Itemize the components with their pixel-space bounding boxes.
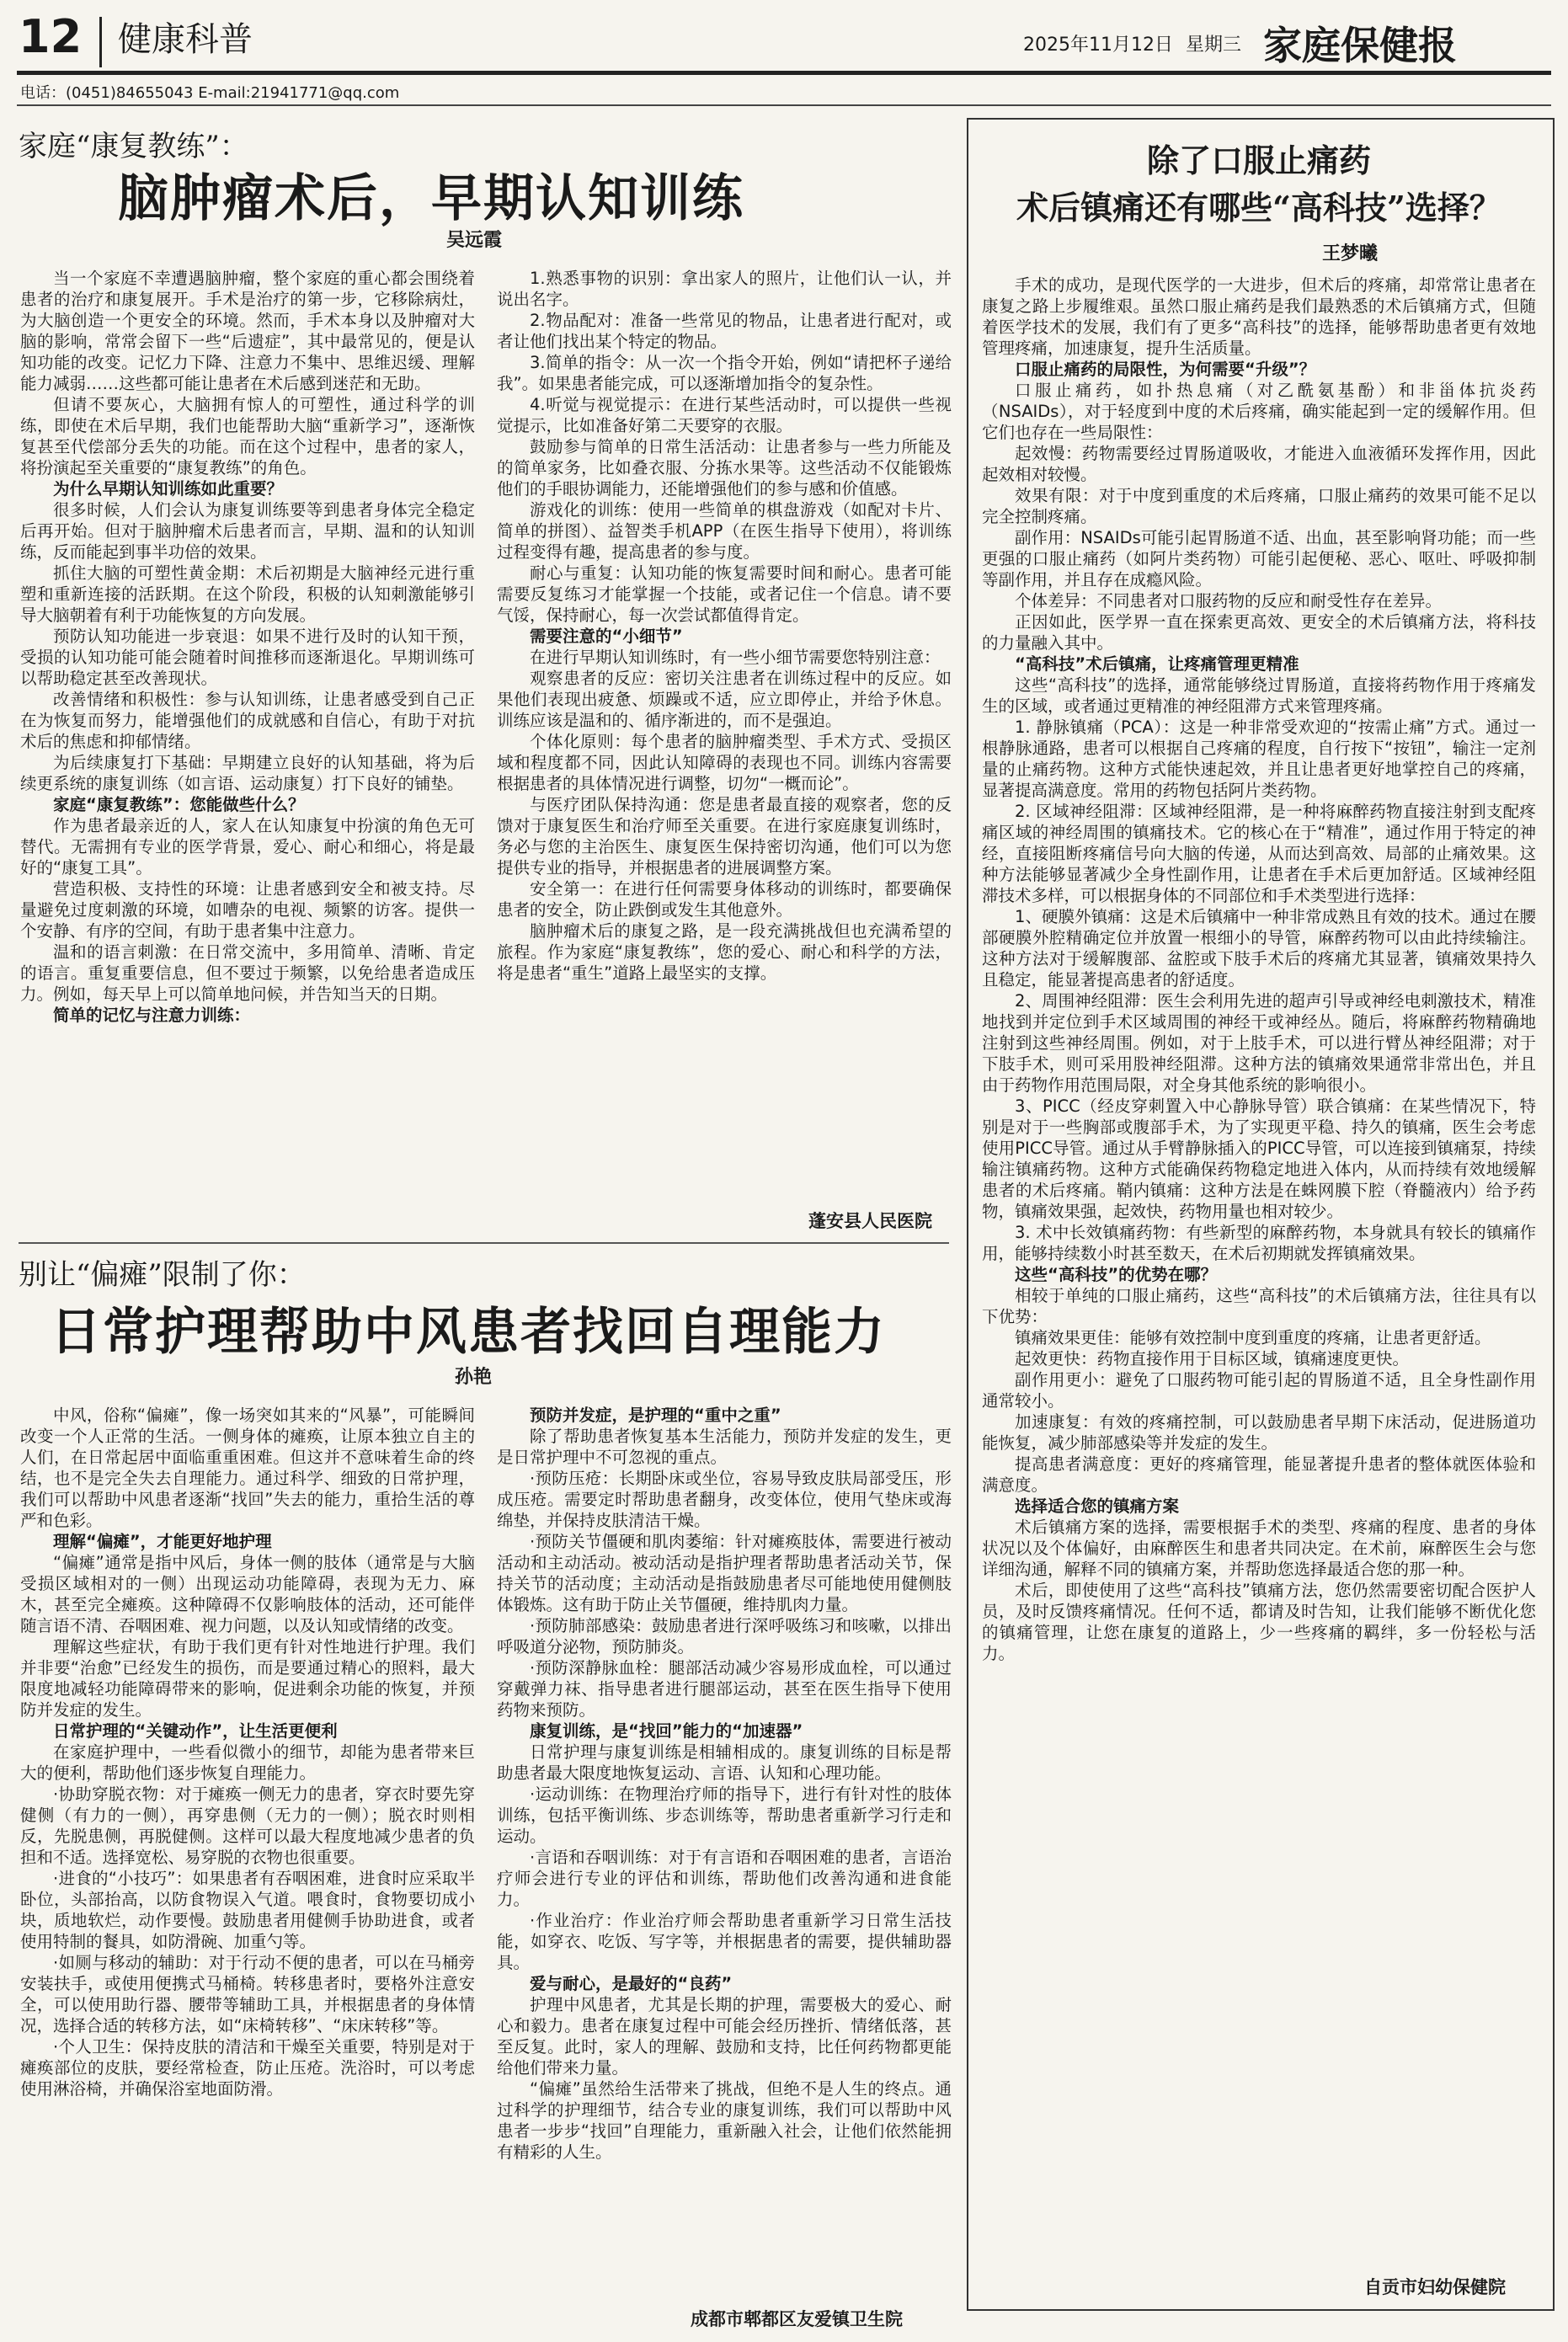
paragraph: 但请不要灰心，大脑拥有惊人的可塑性，通过科学的训练，即使在术后早期，我们也能帮助大脑“重新学习”，逐渐恢复甚至代偿部分丢失的功能。而在这个过程中，患者的家人，将扮演起至关重要的“康复教练”的角色。 — [20, 395, 475, 477]
article2-source: 成都市郫都区友爱镇卫生院 — [691, 2309, 903, 2329]
section-title: 健康科普 — [118, 20, 253, 59]
paragraph: 个体化原则：每个患者的脑肿瘤类型、手术方式、受损区域和程度都不同，因此认知障碍的表现也不同。训练内容需要根据患者的具体情况进行调整，切勿“一概而论”。 — [497, 732, 952, 793]
paragraph: 术后，即使使用了这些“高科技”镇痛方法，您仍然需要密切配合医护人员，及时反馈疼痛情况。任何不适，都请及时告知，让我们能够不断优化您的镇痛管理，让您在康复的道路上，少一些疼痛的羁绊，多一份轻松与活力。 — [982, 1581, 1536, 1663]
article2-column-1 — [20, 1405, 475, 2323]
paragraph: ·运动训练：在物理治疗师的指导下，进行有针对性的肢体训练，包括平衡训练、步态训练等，帮助患者重新学习行走和运动。 — [497, 1785, 952, 1846]
article3-author: 王梦曦 — [1322, 243, 1379, 264]
paragraph: 中风，俗称“偏瘫”，像一场突如其来的“风暴”，可能瞬间改变一个人正常的生活。一侧身体的瘫痪，让原本独立自主的人们，在日常起居中面临重重困难。但这并不意味着生命的终结，也不是完全失去自理能力。通过科学、细致的日常护理，我们可以帮助中风患者逐渐“找回”失去的能力，重拾生活的尊严和色彩。 — [20, 1406, 475, 1530]
article-divider — [19, 1242, 949, 1244]
article2-title: 日常护理帮助中风患者找回自理能力 — [51, 1303, 886, 1362]
paragraph: 温和的语言刺激：在日常交流中，多用简单、清晰、肯定的语言。重复重要信息，但不要过于频繁，以免给患者造成压力。例如，每天早上可以简单地问候，并告知当天的日期。 — [20, 942, 475, 1004]
subheading: 日常护理的“关键动作”，让生活更便利 — [53, 1721, 338, 1741]
subheading: 康复训练，是“找回”能力的“加速器” — [530, 1721, 803, 1741]
paragraph: 作为患者最亲近的人，家人在认知康复中扮演的角色无可替代。无需拥有专业的医学背景，爱心、耐心和细心，将是最好的“康复工具”。 — [20, 816, 475, 878]
article3-title-line1: 除了口服止痛药 — [1146, 141, 1371, 179]
article1-source: 蓬安县人民医院 — [808, 1211, 932, 1231]
paragraph: 起效慢：药物需要经过胃肠道吸收，才能进入血液循环发挥作用，因此起效相对较慢。 — [982, 444, 1536, 484]
issue-date — [1023, 30, 1241, 56]
paragraph: ·预防关节僵硬和肌肉萎缩：针对瘫痪肢体，需要进行被动活动和主动活动。被动活动是指护理者帮助患者活动关节，保持关节的活动度；主动活动是指鼓励患者尽可能地使用健侧肢体锻炼。这有助于防止关节僵硬，维持肌肉力量。 — [497, 1532, 952, 1614]
paragraph: 提高患者满意度：更好的疼痛管理，能显著提升患者的整体就医体验和满意度。 — [982, 1454, 1536, 1495]
paragraph: 副作用更小：避免了口服药物可能引起的胃肠道不适，且全身性副作用通常较小。 — [982, 1370, 1536, 1411]
article1-kicker: 家庭“康复教练”： — [19, 130, 248, 163]
subheading: 选择适合您的镇痛方案 — [1015, 1496, 1180, 1516]
article3-body — [982, 275, 1536, 2279]
article1-title: 脑肿瘤术后，早期认知训练 — [118, 169, 744, 228]
subheading: 家庭“康复教练”：您能做些什么？ — [53, 795, 305, 814]
paragraph: 术后镇痛方案的选择，需要根据手术的类型、疼痛的程度、患者的身体状况以及个体偏好，由麻醉医生和患者共同决定。在术前，麻醉医生会与您详细沟通，解释不同的镇痛方案，并帮助您选择最适合您的那一种。 — [982, 1518, 1536, 1579]
article2-kicker: 别让“偏瘫”限制了你： — [19, 1258, 306, 1292]
paragraph: 营造积极、支持性的环境：让患者感到安全和被支持。尽量避免过度刺激的环境，如嘈杂的电视、频繁的访客。提供一个安静、有序的空间，有助于患者集中注意力。 — [20, 879, 475, 941]
paragraph: ·预防肺部感染：鼓励患者进行深呼吸练习和咳嗽，以排出呼吸道分泌物，预防肺炎。 — [497, 1616, 952, 1656]
subheading: 口服止痛药的局限性，为何需要“升级”？ — [1015, 360, 1316, 379]
paragraph: 与医疗团队保持沟通：您是患者最直接的观察者，您的反馈对于康复医生和治疗师至关重要。在进行家庭康复训练时，务必与您的主治医生、康复医生保持密切沟通，他们可以为您提供专业的指导，并根据患者的进展调整方案。 — [497, 795, 952, 878]
paragraph: 2、周围神经阻滞：医生会利用先进的超声引导或神经电刺激技术，精准地找到并定位到手术区域周围的神经干或神经丛。随后，将麻醉药物精确地注射到这些神经周围。例如，对于上肢手术，可以进行臂丛神经阻滞；对于下肢手术，则可采用股神经阻滞。这种方法的镇痛效果通常非常出色，并且由于药物作用范围局限，对全身其他系统的影响很小。 — [982, 991, 1536, 1095]
paragraph: 在家庭护理中，一些看似微小的细节，却能为患者带来巨大的便利，帮助他们逐步恢复自理能力。 — [20, 1742, 475, 1783]
paragraph: 护理中风患者，尤其是长期的护理，需要极大的爱心、耐心和毅力。患者在康复过程中可能会经历挫折、情绪低落，甚至反复。此时，家人的理解、鼓励和支持，比任何药物都更能给他们带来力量。 — [497, 1995, 952, 2078]
paragraph: 这些“高科技”的选择，通常能够绕过胃肠道，直接将药物作用于疼痛发生的区域，或者通过更精准的神经阻滞方式来管理疼痛。 — [982, 675, 1536, 716]
paragraph: 2.物品配对：准备一些常见的物品，让患者进行配对，或者让他们找出某个特定的物品。 — [497, 311, 952, 351]
paragraph: 3、PICC（经皮穿刺置入中心静脉导管）联合镇痛：在某些情况下，特别是对于一些胸部或腹部手术，为了实现更平稳、持久的镇痛，医生会考虑使用PICC导管。通过从手臂静脉插入的PICC导管，可以连接到镇痛泵，持续输注镇痛药物。这种方式能确保药物稳定地进入体内，从而持续有效地缓解患者的术后疼痛。鞘内镇痛：这种方法是在蛛网膜下腔（脊髓液内）给予药物，镇痛效果强，起效快，药物用量也相对较少。 — [982, 1096, 1536, 1221]
subheading: 为什么早期认知训练如此重要？ — [53, 479, 284, 499]
article1-column-1 — [20, 268, 475, 1228]
paragraph: ·言语和吞咽训练：对于有言语和吞咽困难的患者，言语治疗师会进行专业的评估和训练，帮助他们改善沟通和进食能力。 — [497, 1848, 952, 1909]
paragraph: 观察患者的反应：密切关注患者在训练过程中的反应。如果他们表现出疲惫、烦躁或不适，应立即停止，并给予休息。训练应该是温和的、循序渐进的，而不是强迫。 — [497, 669, 952, 730]
paper-name: 家庭保健报 — [1263, 23, 1457, 68]
paragraph: ·预防深静脉血栓：腿部活动减少容易形成血栓，可以通过穿戴弹力袜、指导患者进行腿部运动，甚至在医生指导下使用药物来预防。 — [497, 1658, 952, 1720]
page-number: 12 — [19, 10, 83, 63]
paragraph: 预防认知功能进一步衰退：如果不进行及时的认知干预，受损的认知功能可能会随着时间推移而逐渐退化。早期训练可以帮助稳定甚至改善现状。 — [20, 627, 475, 688]
paragraph: 2. 区域神经阻滞：区域神经阻滞，是一种将麻醉药物直接注射到支配疼痛区域的神经周围的镇痛技术。它的核心在于“精准”，通过作用于特定的神经，直接阻断疼痛信号向大脑的传递，从而达到高效、局部的止痛效果。这种方法能够显著减少全身性副作用，让患者在手术后更加舒适。区域神经阻滞技术多样，可以根据身体的不同部位和手术类型进行选择： — [982, 802, 1536, 905]
paragraph: ·进食的“小技巧”：如果患者有吞咽困难，进食时应采取半卧位，头部抬高，以防食物误入气道。喂食时，食物要切成小块，质地软烂，动作要慢。鼓励患者用健侧手协助进食，或者使用特制的餐具，如防滑碗、加重勺等。 — [20, 1869, 475, 1951]
paragraph: 日常护理与康复训练是相辅相成的。康复训练的目标是帮助患者最大限度地恢复运动、言语、认知和心理功能。 — [497, 1742, 952, 1783]
paragraph: 1. 静脉镇痛（PCA）：这是一种非常受欢迎的“按需止痛”方式。通过一根静脉通路，患者可以根据自己疼痛的程度，自行按下“按钮”，输注一定剂量的止痛药物。这种方式能快速起效，并且让患者更好地掌控自己的疼痛，显著提高满意度。常用的药物包括阿片类药物。 — [982, 718, 1536, 800]
date-text: 2025年11月12日 — [1023, 35, 1173, 56]
paragraph: 镇痛效果更佳：能够有效控制中度到重度的疼痛，让患者更舒适。 — [1015, 1328, 1491, 1347]
article2-column-2 — [497, 1405, 952, 2297]
paragraph: 1.熟悉事物的识别：拿出家人的照片，让他们认一认，并说出名字。 — [497, 269, 952, 309]
article1-author: 吴远霞 — [446, 230, 503, 251]
weekday-text: 星期三 — [1185, 35, 1241, 56]
contact-rule — [17, 104, 1551, 106]
paragraph: 抓住大脑的可塑性黄金期：术后初期是大脑神经元进行重塑和重新连接的活跃期。在这个阶段，积极的认知刺激能够引导大脑朝着有利于功能恢复的方向发展。 — [20, 563, 475, 625]
paragraph: 很多时候，人们会认为康复训练要等到患者身体完全稳定后再开始。但对于脑肿瘤术后患者而言，早期、温和的认知训练，反而能起到事半功倍的效果。 — [20, 500, 475, 562]
paragraph: 加速康复：有效的疼痛控制，可以鼓励患者早期下床活动，促进肠道功能恢复，减少肺部感染等并发症的发生。 — [982, 1412, 1536, 1453]
paragraph: 1、硬膜外镇痛：这是术后镇痛中一种非常成熟且有效的技术。通过在腰部硬膜外腔精确定位并放置一根细小的导管，麻醉药物可以由此持续输注。这种方法对于缓解腹部、盆腔或下肢手术后的疼痛尤其显著，镇痛效果持久且稳定，能显著提高患者的舒适度。 — [982, 907, 1536, 990]
paragraph: 为后续康复打下基础：早期建立良好的认知基础，将为后续更系统的康复训练（如言语、运动康复）打下良好的铺垫。 — [20, 753, 475, 793]
paragraph: 3.简单的指令：从一次一个指令开始，例如“请把杯子递给我”。如果患者能完成，可以逐渐增加指令的复杂性。 — [497, 353, 952, 393]
article1-column-2 — [497, 268, 952, 1194]
paragraph: ·个人卫生：保持皮肤的清洁和干燥至关重要，特别是对于瘫痪部位的皮肤，要经常检查，防止压疮。洗浴时，可以考虑使用淋浴椅，并确保浴室地面防滑。 — [20, 2037, 475, 2099]
paragraph: 4.听觉与视觉提示：在进行某些活动时，可以提供一些视觉提示，比如准备好第二天要穿的衣服。 — [497, 395, 952, 435]
subheading: 爱与耐心，是最好的“良药” — [530, 1974, 733, 1993]
paragraph: ·协助穿脱衣物：对于瘫痪一侧无力的患者，穿衣时要先穿健侧（有力的一侧），再穿患侧（无力的一侧）；脱衣时则相反，先脱患侧，再脱健侧。这样可以最大程度地减少患者的负担和不适。选择宽松、易穿脱的衣物也很重要。 — [20, 1785, 475, 1867]
paragraph: 正因如此，医学界一直在探索更高效、更安全的术后镇痛方法，将科技的力量融入其中。 — [982, 612, 1536, 653]
paragraph: 在进行早期认知训练时，有一些小细节需要您特别注意： — [530, 648, 941, 667]
paragraph: 3. 术中长效镇痛药物：有些新型的麻醉药物，本身就具有较长的镇痛作用，能够持续数小时甚至数天，在术后初期就发挥镇痛效果。 — [982, 1223, 1536, 1263]
subheading: 预防并发症，是护理的“重中之重” — [530, 1406, 781, 1425]
subheading: 简单的记忆与注意力训练： — [53, 1006, 251, 1025]
paragraph: “偏瘫”虽然给生活带来了挑战，但绝不是人生的终点。通过科学的护理细节，结合专业的康复训练，我们可以帮助中风患者一步步“找回”自理能力，重新融入社会，让他们依然能拥有精彩的人生。 — [497, 2079, 952, 2162]
paragraph: 除了帮助患者恢复基本生活能力，预防并发症的发生，更是日常护理中不可忽视的重点。 — [497, 1427, 952, 1467]
subheading: “高科技”术后镇痛，让疼痛管理更精准 — [1015, 654, 1299, 674]
subheading: 需要注意的“小细节” — [530, 627, 683, 646]
paragraph: 脑肿瘤术后的康复之路，是一段充满挑战但也充满希望的旅程。作为家庭“康复教练”，您的爱心、耐心和科学的方法，将是患者“重生”道路上最坚实的支撑。 — [497, 921, 952, 983]
paragraph: “偏瘫”通常是指中风后，身体一侧的肢体（通常是与大脑受损区域相对的一侧）出现运动功能障碍，表现为无力、麻木，甚至完全瘫痪。这种障碍不仅影响肢体的活动，还可能伴随言语不清、吞咽困难、视力问题，以及认知或情绪的改变。 — [20, 1553, 475, 1635]
paragraph: 改善情绪和积极性：参与认知训练，让患者感受到自己正在为恢复而努力，能增强他们的成就感和自信心，有助于对抗术后的焦虑和抑郁情绪。 — [20, 690, 475, 751]
paragraph: 耐心与重复：认知功能的恢复需要时间和耐心。患者可能需要反复练习才能掌握一个技能，或者记住一个信息。请不要气馁，保持耐心，每一次尝试都值得肯定。 — [497, 563, 952, 625]
paragraph: 游戏化的训练：使用一些简单的棋盘游戏（如配对卡片、简单的拼图）、益智类手机APP（在医生指导下使用），将训练过程变得有趣，提高患者的参与度。 — [497, 500, 952, 562]
paragraph: 手术的成功，是现代医学的一大进步，但术后的疼痛，却常常让患者在康复之路上步履维艰。虽然口服止痛药是我们最熟悉的术后镇痛方式，但随着医学技术的发展，我们有了更多“高科技”的选择，能够帮助患者更有效地管理疼痛，加速康复，提升生活质量。 — [982, 275, 1536, 358]
paragraph: 副作用：NSAIDs可能引起胃肠道不适、出血，甚至影响肾功能；而一些更强的口服止痛药（如阿片类药物）可能引起便秘、恶心、呕吐、呼吸抑制等副作用，并且存在成瘾风险。 — [982, 528, 1536, 590]
paragraph: ·如厕与移动的辅助：对于行动不便的患者，可以在马桶旁安装扶手，或使用便携式马桶椅。转移患者时，要格外注意安全，可以使用助行器、腰带等辅助工具，并根据患者的身体情况，选择合适的转移方法，如“床椅转移”、“床床转移”等。 — [20, 1953, 475, 2035]
paragraph: 口服止痛药，如扑热息痛（对乙酰氨基酚）和非甾体抗炎药（NSAIDs），对于轻度到中度的术后疼痛，确实能起到一定的缓解作用。但它们也存在一些局限性： — [982, 381, 1536, 442]
paragraph: 相较于单纯的口服止痛药，这些“高科技”的术后镇痛方法，往往具有以下优势： — [982, 1286, 1536, 1326]
contact-line: 电话：(0451)84655043 E-mail:21941771@qq.com — [20, 84, 400, 102]
paragraph: 起效更快：药物直接作用于目标区域，镇痛速度更快。 — [1015, 1349, 1410, 1368]
masthead-rule — [17, 71, 1551, 75]
article3-title-line2: 术后镇痛还有哪些“高科技”选择？ — [1016, 189, 1501, 227]
paragraph: ·作业治疗：作业治疗师会帮助患者重新学习日常生活技能，如穿衣、吃饭、写字等，并根据患者的需要，提供辅助器具。 — [497, 1911, 952, 1972]
paragraph: 当一个家庭不幸遭遇脑肿瘤，整个家庭的重心都会围绕着患者的治疗和康复展开。手术是治疗的第一步，它移除病灶，为大脑创造一个更安全的环境。然而，手术本身以及肿瘤对大脑的影响，常常会留下一些“后遗症”，其中最常见的，便是认知功能的改变。记忆力下降、注意力不集中、思维迟缓、理解能力减弱……这些都可能让患者在术后感到迷茫和无助。 — [20, 269, 475, 393]
article2-author: 孙艳 — [455, 1367, 493, 1388]
masthead-divider — [99, 17, 102, 67]
paragraph: 个体差异：不同患者对口服药物的反应和耐受性存在差异。 — [1015, 591, 1443, 611]
article3-source: 自贡市妇幼保健院 — [1364, 2277, 1506, 2297]
paragraph: 理解这些症状，有助于我们更有针对性地进行护理。我们并非要“治愈”已经发生的损伤，而是要通过精心的照料，最大限度地减轻功能障碍带来的影响，促进剩余功能的恢复，并预防并发症的发生。 — [20, 1637, 475, 1720]
paragraph: 安全第一：在进行任何需要身体移动的训练时，都要确保患者的安全，防止跌倒或发生其他意外。 — [497, 879, 952, 920]
paragraph: 效果有限：对于中度到重度的术后疼痛，口服止痛药的效果可能不足以完全控制疼痛。 — [982, 486, 1536, 526]
subheading: 理解“偏瘫”，才能更好地护理 — [53, 1532, 272, 1551]
paragraph: 鼓励参与简单的日常生活活动：让患者参与一些力所能及的简单家务，比如叠衣服、分拣水果等。这些活动不仅能锻炼他们的手眼协调能力，还能增强他们的参与感和价值感。 — [497, 437, 952, 499]
subheading: 这些“高科技”的优势在哪？ — [1015, 1265, 1218, 1284]
paragraph: ·预防压疮：长期卧床或坐位，容易导致皮肤局部受压，形成压疮。需要定时帮助患者翻身，改变体位，使用气垫床或海绵垫，并保持皮肤清洁干燥。 — [497, 1469, 952, 1530]
